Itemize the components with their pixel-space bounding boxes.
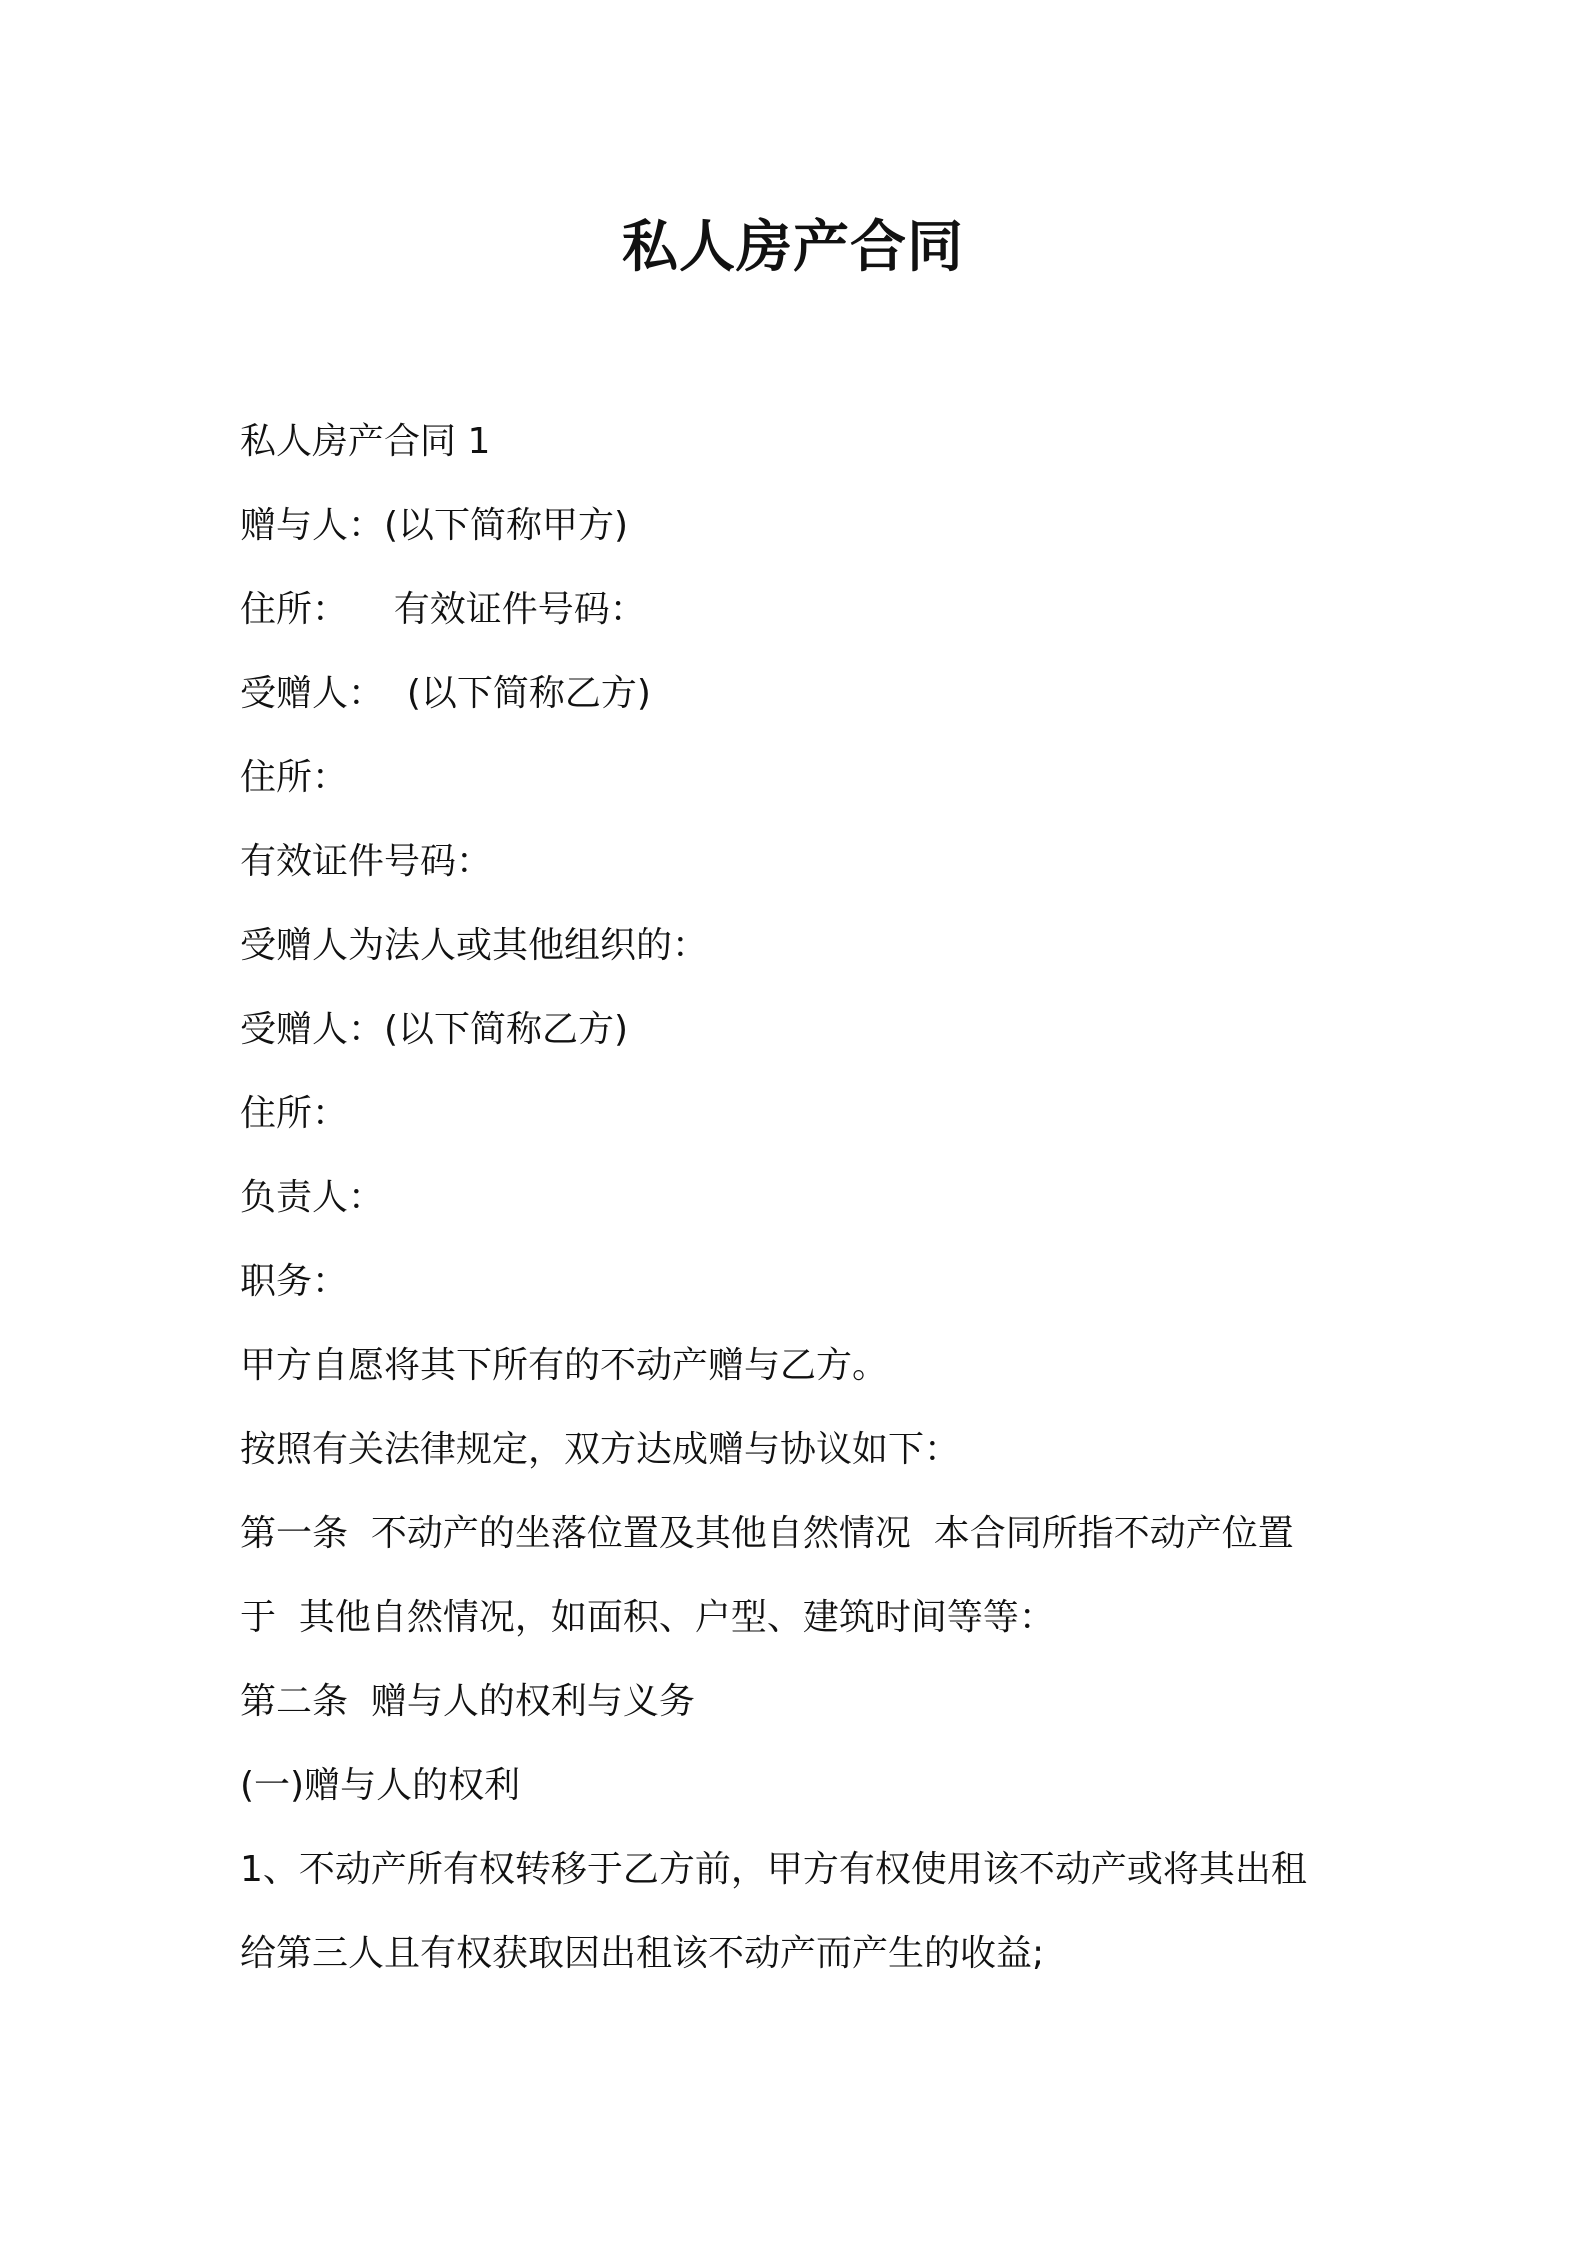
- article-one-line: 第一条 不动产的坐落位置及其他自然情况 本合同所指不动产位置: [240, 1513, 1294, 1554]
- organization-address-line: 住所：: [240, 1093, 349, 1134]
- article-two-line: 第二条 赠与人的权利与义务: [240, 1681, 695, 1722]
- article-one-continuation-line: 于 其他自然情况，如面积、户型、建筑时间等等：: [240, 1597, 1055, 1638]
- donee-id-line: 有效证件号码：: [240, 841, 493, 882]
- donor-line: 赠与人：(以下简称甲方): [240, 505, 629, 546]
- donee-organization-line: 受赠人：(以下简称乙方): [240, 1009, 629, 1050]
- document-body: [240, 400, 1370, 1996]
- donee-line: 受赠人： (以下简称乙方): [240, 673, 651, 714]
- responsible-person-line: 负责人：: [240, 1177, 385, 1218]
- donor-rights-item-one-line: 1、不动产所有权转移于乙方前，甲方有权使用该不动产或将其出租: [240, 1849, 1307, 1890]
- agreement-intro-line: 按照有关法律规定，双方达成赠与协议如下：: [240, 1429, 961, 1470]
- donor-rights-item-one-continuation-line: 给第三人且有权获取因出租该不动产而产生的收益;: [240, 1933, 1045, 1974]
- document-title: 私人房产合同: [622, 215, 964, 280]
- donee-address-line: 住所：: [240, 757, 349, 798]
- document-subtitle-line: 私人房产合同 1: [240, 421, 491, 462]
- gift-statement-line: 甲方自愿将其下所有的不动产赠与乙方。: [240, 1345, 889, 1386]
- position-line: 职务：: [240, 1261, 349, 1302]
- donor-address-id-line: 住所： 有效证件号码：: [240, 589, 646, 630]
- donor-rights-heading-line: (一)赠与人的权利: [240, 1765, 521, 1806]
- donee-organization-note-line: 受赠人为法人或其他组织的：: [240, 925, 709, 966]
